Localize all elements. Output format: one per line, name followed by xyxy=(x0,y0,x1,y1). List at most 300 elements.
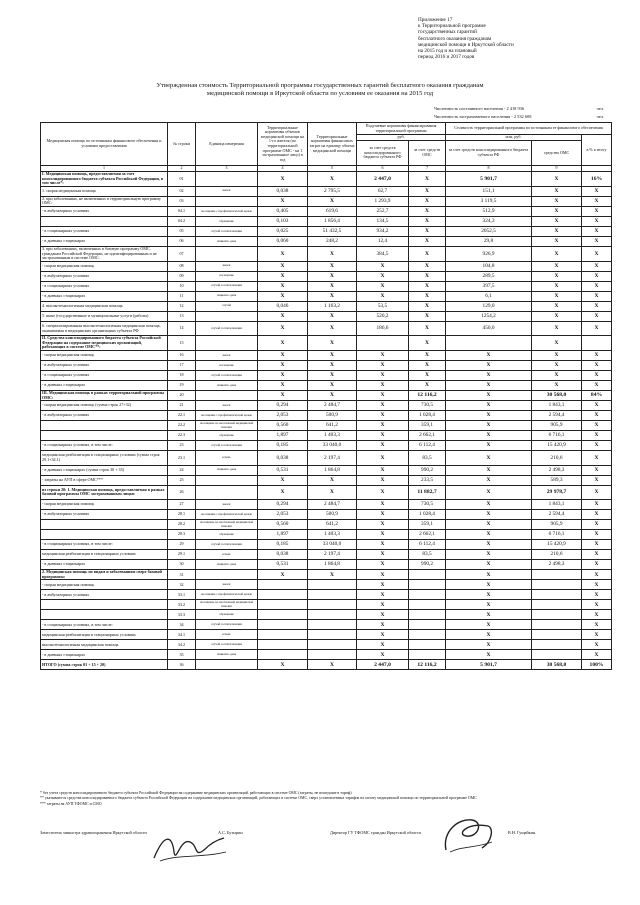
footnote-2: ** указываются средства консолидированного бюджета субъекта Российской Федерации на содержание медицинских организаций, работающих в системе ОМС, сверх установленных тарифов на оплату медицинской помощи по территориальной программе ОМС xyxy=(40,796,477,801)
signature-right-title: Директор ГУ ТФОМС граждан Иркутской области xyxy=(330,830,421,835)
cell-f: X xyxy=(532,351,582,361)
cell-f: X xyxy=(532,336,582,351)
cell-b: X xyxy=(308,321,357,336)
row-unit xyxy=(196,660,258,670)
cell-e: 926,9 xyxy=(446,246,532,261)
table-row xyxy=(41,465,612,475)
header-program-cost-group: Стоимость территориальной программы по источникам ее финансового обеспечения xyxy=(446,123,612,135)
row-number: 03 xyxy=(168,196,196,206)
row-number: 21 xyxy=(168,401,196,411)
cell-b: 1 403,3 xyxy=(308,431,357,441)
cell-a: X xyxy=(258,381,308,391)
cell-e: X xyxy=(446,361,532,371)
header-cost-norm: Территориальные нормативы финансовых затрат на единицу объема медицинской помощи xyxy=(308,123,357,166)
cell-g: X xyxy=(582,465,612,475)
table-row xyxy=(41,411,612,421)
cell-a: 2,053 xyxy=(258,411,308,421)
cell-d: X xyxy=(409,321,446,336)
header-row-number: № строки xyxy=(168,123,196,166)
cell-a: 2,053 xyxy=(258,510,308,520)
cell-e xyxy=(446,336,532,351)
cell-f: X xyxy=(532,291,582,301)
cell-e: X xyxy=(446,351,532,361)
cell-a: X xyxy=(258,281,308,291)
cell-a xyxy=(258,620,308,630)
table-row xyxy=(41,610,612,620)
appendix-line: бесплатного оказания гражданам xyxy=(418,35,492,42)
cell-c: X xyxy=(357,510,409,520)
cell-g: X xyxy=(582,580,612,590)
cell-g: X xyxy=(582,485,612,500)
table-row xyxy=(41,510,612,520)
cell-d: 83,5 xyxy=(409,451,446,466)
cell-a: 0,405 xyxy=(258,206,308,216)
cell-d: 12 116,2 xyxy=(409,391,446,401)
cell-b: 1 403,3 xyxy=(308,530,357,540)
appendix-line: период 2016 и 2017 годов xyxy=(418,54,475,61)
cell-d: X xyxy=(409,281,446,291)
cell-b: 2 795,5 xyxy=(308,186,357,196)
cell-f: 1 843,1 xyxy=(532,401,582,411)
row-number: 30 xyxy=(168,560,196,570)
row-number: 28.2 xyxy=(168,520,196,530)
cell-g: X xyxy=(582,550,612,560)
cell-d: X xyxy=(409,226,446,236)
cell-d: 6 112,4 xyxy=(409,441,446,451)
row-label: - в дневных стационарах xyxy=(41,381,168,391)
row-unit: посещение xyxy=(196,361,258,371)
cell-b: X xyxy=(308,371,357,381)
row-number: 01 xyxy=(168,172,196,187)
cell-e: X xyxy=(446,500,532,510)
cost-table xyxy=(40,122,612,670)
row-number: 28.1 xyxy=(168,510,196,520)
handwritten-signature-right xyxy=(438,812,498,856)
row-number: 28.3 xyxy=(168,530,196,540)
cell-g: X xyxy=(582,590,612,600)
cell-d xyxy=(409,630,446,640)
insured-label: Численность застрахованного населения - 2 532 608 xyxy=(434,114,532,119)
cell-d: X xyxy=(409,361,446,371)
cell-a xyxy=(258,600,308,610)
row-number: 13 xyxy=(168,311,196,321)
cell-f: X xyxy=(532,226,582,236)
cell-e: X xyxy=(446,640,532,650)
cell-b xyxy=(308,630,357,640)
table-row xyxy=(41,475,612,485)
row-number: 16 xyxy=(168,351,196,361)
cell-e: 129,0 xyxy=(446,301,532,311)
cell-e: X xyxy=(446,391,532,401)
cell-e: X xyxy=(446,475,532,485)
row-number: 07 xyxy=(168,246,196,261)
row-label: из строки 20: 1. Медицинская помощь, предоставляемая в рамках базовой программы ОМС застрахованным лицам xyxy=(41,485,168,500)
cell-g: X xyxy=(582,196,612,206)
column-number: 5 xyxy=(308,166,357,172)
cell-c: X xyxy=(357,451,409,466)
cell-a: 0,294 xyxy=(258,401,308,411)
row-unit: случай госпитализации xyxy=(196,371,258,381)
row-number: 22.1 xyxy=(168,411,196,421)
cell-e: X xyxy=(446,421,532,431)
cell-g: X xyxy=(582,620,612,630)
cell-b: 500,9 xyxy=(308,510,357,520)
header-unit: Единица измерения xyxy=(196,123,258,166)
cell-c: X xyxy=(357,291,409,301)
cell-d xyxy=(409,650,446,660)
cell-b: 33 040,0 xyxy=(308,540,357,550)
row-label: 2. Медицинская помощь по видам и заболеваниям сверх базовой программы: xyxy=(41,570,168,580)
cell-c: X xyxy=(357,421,409,431)
row-unit: случай госпитализации xyxy=(196,321,258,336)
cell-b: X xyxy=(308,475,357,485)
cell-g: X xyxy=(582,236,612,246)
handwritten-signature-left xyxy=(150,828,230,866)
cell-c: 53,5 xyxy=(357,301,409,311)
row-label: - в стационарных условиях xyxy=(41,371,168,381)
row-unit xyxy=(196,311,258,321)
cell-f xyxy=(532,630,582,640)
table-row xyxy=(41,291,612,301)
cell-b: X xyxy=(308,570,357,580)
cell-f: 30 568,0 xyxy=(532,660,582,670)
cell-c: 134,5 xyxy=(357,216,409,226)
cell-e: X xyxy=(446,570,532,580)
column-number: 3 xyxy=(196,166,258,172)
cell-e: 29,8 xyxy=(446,236,532,246)
appendix-block xyxy=(418,17,618,60)
cell-a: 0,038 xyxy=(258,451,308,466)
row-label: - в стационарных условиях, в том числе: xyxy=(41,540,168,550)
cell-e: X xyxy=(446,441,532,451)
row-label: - затраты на АУП в сфере ОМС*** xyxy=(41,475,168,485)
cell-g: X xyxy=(582,520,612,530)
cell-c: X xyxy=(357,650,409,660)
cell-b: 1 864,8 xyxy=(308,560,357,570)
table-row xyxy=(41,451,612,466)
cell-g: X xyxy=(582,431,612,441)
row-label xyxy=(41,600,168,610)
cell-a: X xyxy=(258,475,308,485)
cell-g: X xyxy=(582,186,612,196)
cell-g: X xyxy=(582,640,612,650)
cell-g: X xyxy=(582,216,612,226)
cell-d: X xyxy=(409,206,446,216)
row-unit: вызов xyxy=(196,580,258,590)
cell-f: X xyxy=(532,236,582,246)
cell-b: X xyxy=(308,261,357,271)
cell-a: 0,294 xyxy=(258,500,308,510)
table-row xyxy=(41,660,612,670)
row-unit: пациенто-день xyxy=(196,236,258,246)
cell-d xyxy=(409,610,446,620)
cell-e: 5 901,7 xyxy=(446,660,532,670)
row-number: 29.1 xyxy=(168,550,196,560)
row-unit: к/день xyxy=(196,451,258,466)
cell-g: X xyxy=(582,351,612,361)
row-unit: случай госпитализации xyxy=(196,620,258,630)
population-label: Численность постоянного населения - 2 418 936 xyxy=(434,106,525,111)
table-row xyxy=(41,560,612,570)
header-per-capita-unit: руб. xyxy=(357,135,446,141)
cell-d: X xyxy=(409,336,446,351)
row-number: 34.2 xyxy=(168,640,196,650)
cell-a: X xyxy=(258,660,308,670)
column-number: 6 xyxy=(357,166,409,172)
cell-c: X xyxy=(357,391,409,401)
row-number: 25 xyxy=(168,475,196,485)
cell-d: 6 112,4 xyxy=(409,540,446,550)
cell-b: 619,6 xyxy=(308,206,357,216)
header-per-capita-group: Подушевые нормативы финансирования территориальной программы xyxy=(357,123,446,135)
row-label: - в стационарных условиях, в том числе: xyxy=(41,620,168,630)
row-unit xyxy=(196,172,258,187)
header-budget-cost: за счет средств консолидированного бюджета субъекта РФ xyxy=(446,141,532,166)
cell-f: 30 568,0 xyxy=(532,391,582,401)
cell-g: X xyxy=(582,510,612,520)
row-unit xyxy=(196,196,258,206)
cell-a: 0,531 xyxy=(258,560,308,570)
cell-a: 1,897 xyxy=(258,431,308,441)
cell-f xyxy=(532,650,582,660)
cell-d: 83,5 xyxy=(409,550,446,560)
cell-d xyxy=(409,580,446,590)
cell-g: X xyxy=(582,540,612,550)
cell-a: 0,185 xyxy=(258,540,308,550)
cell-d xyxy=(409,600,446,610)
cell-c: X xyxy=(357,271,409,281)
row-number: 35 xyxy=(168,650,196,660)
cell-f: X xyxy=(532,246,582,261)
row-label: - скорая медицинская помощь xyxy=(41,351,168,361)
cell-d: 359,1 xyxy=(409,421,446,431)
row-number: 15 xyxy=(168,336,196,351)
table-row xyxy=(41,391,612,401)
row-label: 1. скорая медицинская помощь xyxy=(41,186,168,196)
cell-f: 905,9 xyxy=(532,520,582,530)
row-label: - в амбулаторных условиях xyxy=(41,411,168,421)
cell-d: 1 028,4 xyxy=(409,510,446,520)
table-row xyxy=(41,301,612,311)
row-unit: посещение по неотложной медицинской помощи xyxy=(196,520,258,530)
row-unit: посещение с профилактической целью xyxy=(196,206,258,216)
cell-e: X xyxy=(446,610,532,620)
cell-f: X xyxy=(532,186,582,196)
row-label xyxy=(41,421,168,431)
appendix-line: к Территориальной программе xyxy=(418,23,486,30)
cell-c: X xyxy=(357,371,409,381)
cell-e: 1254,2 xyxy=(446,311,532,321)
cell-f xyxy=(532,620,582,630)
cell-e: 151,1 xyxy=(446,186,532,196)
cell-a: 0,025 xyxy=(258,226,308,236)
cell-f: X xyxy=(532,371,582,381)
cell-c: X xyxy=(357,630,409,640)
row-number: 06 xyxy=(168,236,196,246)
row-number: 02 xyxy=(168,186,196,196)
cell-c: 2 447,0 xyxy=(357,660,409,670)
cell-g: X xyxy=(582,451,612,466)
row-number: 19 xyxy=(168,381,196,391)
row-label: высокотехнологичная медицинская помощь xyxy=(41,640,168,650)
cell-f: 15 420,9 xyxy=(532,441,582,451)
cell-f: 210,6 xyxy=(532,451,582,466)
cell-d: 12 116,2 xyxy=(409,660,446,670)
cell-c: 252,7 xyxy=(357,206,409,216)
cell-b: 248,2 xyxy=(308,236,357,246)
row-unit: случай госпитализации xyxy=(196,441,258,451)
cell-g: X xyxy=(582,226,612,236)
row-unit: пациенто-день xyxy=(196,291,258,301)
row-label: - скорая медицинская помощь xyxy=(41,261,168,271)
cell-c: X xyxy=(357,361,409,371)
row-unit: вызов xyxy=(196,401,258,411)
cell-b: 500,9 xyxy=(308,411,357,421)
row-number: 11 xyxy=(168,291,196,301)
cell-d: 233,5 xyxy=(409,475,446,485)
table-row xyxy=(41,206,612,216)
row-label: медицинская реабилитация в стационарных условиях xyxy=(41,630,168,640)
table-row xyxy=(41,271,612,281)
cell-f: X xyxy=(532,261,582,271)
cell-a: X xyxy=(258,570,308,580)
cell-e: X xyxy=(446,485,532,500)
table-row xyxy=(41,261,612,271)
row-unit xyxy=(196,246,258,261)
appendix-line: медицинской помощи в Иркутской области xyxy=(418,41,514,48)
row-label: - в амбулаторных условиях xyxy=(41,206,168,216)
row-number: 26 xyxy=(168,485,196,500)
cell-f: X xyxy=(532,271,582,281)
cell-g xyxy=(582,336,612,351)
cell-d: X xyxy=(409,301,446,311)
cell-b: X xyxy=(308,660,357,670)
row-number: 36 xyxy=(168,660,196,670)
row-unit: посещение по неотложной медицинской помощи xyxy=(196,600,258,610)
cell-c: X xyxy=(357,520,409,530)
row-label: 5. иные (государственные и муниципальные услуги (работы) xyxy=(41,311,168,321)
cell-e: 450,0 xyxy=(446,321,532,336)
cell-c: 62,7 xyxy=(357,186,409,196)
cell-a: 0,531 xyxy=(258,465,308,475)
cell-f: 2 498,3 xyxy=(532,560,582,570)
cell-e: 2052,5 xyxy=(446,226,532,236)
cell-b: X xyxy=(308,485,357,500)
cell-c: X xyxy=(357,620,409,630)
cell-d: X xyxy=(409,236,446,246)
row-unit: обращение xyxy=(196,216,258,226)
row-label: - в стационарных условиях xyxy=(41,281,168,291)
cell-d: 1 028,4 xyxy=(409,411,446,421)
column-number: 8 xyxy=(446,166,532,172)
table-row xyxy=(41,281,612,291)
cell-b: 33 040,0 xyxy=(308,441,357,451)
cell-a: 0,103 xyxy=(258,216,308,226)
row-label: - в амбулаторных условиях xyxy=(41,590,168,600)
cell-a: X xyxy=(258,196,308,206)
cell-d: X xyxy=(409,216,446,226)
appendix-line: государственных гарантий xyxy=(418,29,477,36)
signature-left-title: Заместитель министра здравоохранения Иркутской области xyxy=(40,830,147,835)
cell-b: 1 864,8 xyxy=(308,465,357,475)
cell-f xyxy=(532,570,582,580)
header-service: Медицинская помощь по источникам финансового обеспечения и условиям предоставления xyxy=(41,123,168,166)
cell-f: 2 498,3 xyxy=(532,465,582,475)
cell-c: 12,4 xyxy=(357,236,409,246)
row-label xyxy=(41,431,168,441)
cell-e: X xyxy=(446,530,532,540)
cell-b xyxy=(308,610,357,620)
cell-c: X xyxy=(357,550,409,560)
cell-a xyxy=(258,610,308,620)
row-label: медицинская реабилитация в стационарных условиях (сумма строк 29.1+34.1) xyxy=(41,451,168,466)
cell-f: 2 594,4 xyxy=(532,510,582,520)
cell-a: 0,046 xyxy=(258,301,308,311)
cell-d: 990,2 xyxy=(409,465,446,475)
cell-g: X xyxy=(582,500,612,510)
cell-c: X xyxy=(357,540,409,550)
row-label: медицинская реабилитация в стационарных условиях xyxy=(41,550,168,560)
row-label: - скорая медицинская помощь xyxy=(41,500,168,510)
cell-g: X xyxy=(582,530,612,540)
cell-d: X xyxy=(409,291,446,301)
row-label xyxy=(41,610,168,620)
cell-f: X xyxy=(532,361,582,371)
cell-c: X xyxy=(357,411,409,421)
table-row xyxy=(41,580,612,590)
header-volume-norm: Территориальные нормативы объемов медицинской помощи на 1-го жителя (по территориальной программе ОМС - на 1 застрахованное лицо) в год xyxy=(258,123,308,166)
cell-c: X xyxy=(357,441,409,451)
cell-d xyxy=(409,620,446,630)
cell-b xyxy=(308,620,357,630)
cell-f xyxy=(532,610,582,620)
table-row xyxy=(41,590,612,600)
cell-a: X xyxy=(258,246,308,261)
row-number: 20 xyxy=(168,391,196,401)
cell-e: X xyxy=(446,560,532,570)
row-unit: вызов xyxy=(196,186,258,196)
row-number: 10 xyxy=(168,281,196,291)
row-number: 31 xyxy=(168,570,196,580)
table-row xyxy=(41,550,612,560)
cell-f: X xyxy=(532,321,582,336)
footnotes xyxy=(40,791,611,807)
row-number: 33.3 xyxy=(168,610,196,620)
cell-c: X xyxy=(357,465,409,475)
column-number: 7 xyxy=(409,166,446,172)
cell-b: X xyxy=(308,281,357,291)
cell-f: 905,9 xyxy=(532,421,582,431)
cell-g: X xyxy=(582,361,612,371)
table-row xyxy=(41,186,612,196)
table-row xyxy=(41,530,612,540)
cell-b xyxy=(308,650,357,660)
cell-e: 3 119,5 xyxy=(446,196,532,206)
cell-c: 520,2 xyxy=(357,311,409,321)
cell-b: X xyxy=(308,271,357,281)
cell-c: X xyxy=(357,590,409,600)
cell-b: 2 197,4 xyxy=(308,550,357,560)
row-label: - в дневных стационарах xyxy=(41,560,168,570)
table-row xyxy=(41,500,612,510)
cell-f: 1 843,1 xyxy=(532,500,582,510)
cell-f xyxy=(532,590,582,600)
cell-g: X xyxy=(582,475,612,485)
table-row xyxy=(41,371,612,381)
cell-a: X xyxy=(258,351,308,361)
row-number: 34 xyxy=(168,620,196,630)
row-number: 09 xyxy=(168,271,196,281)
